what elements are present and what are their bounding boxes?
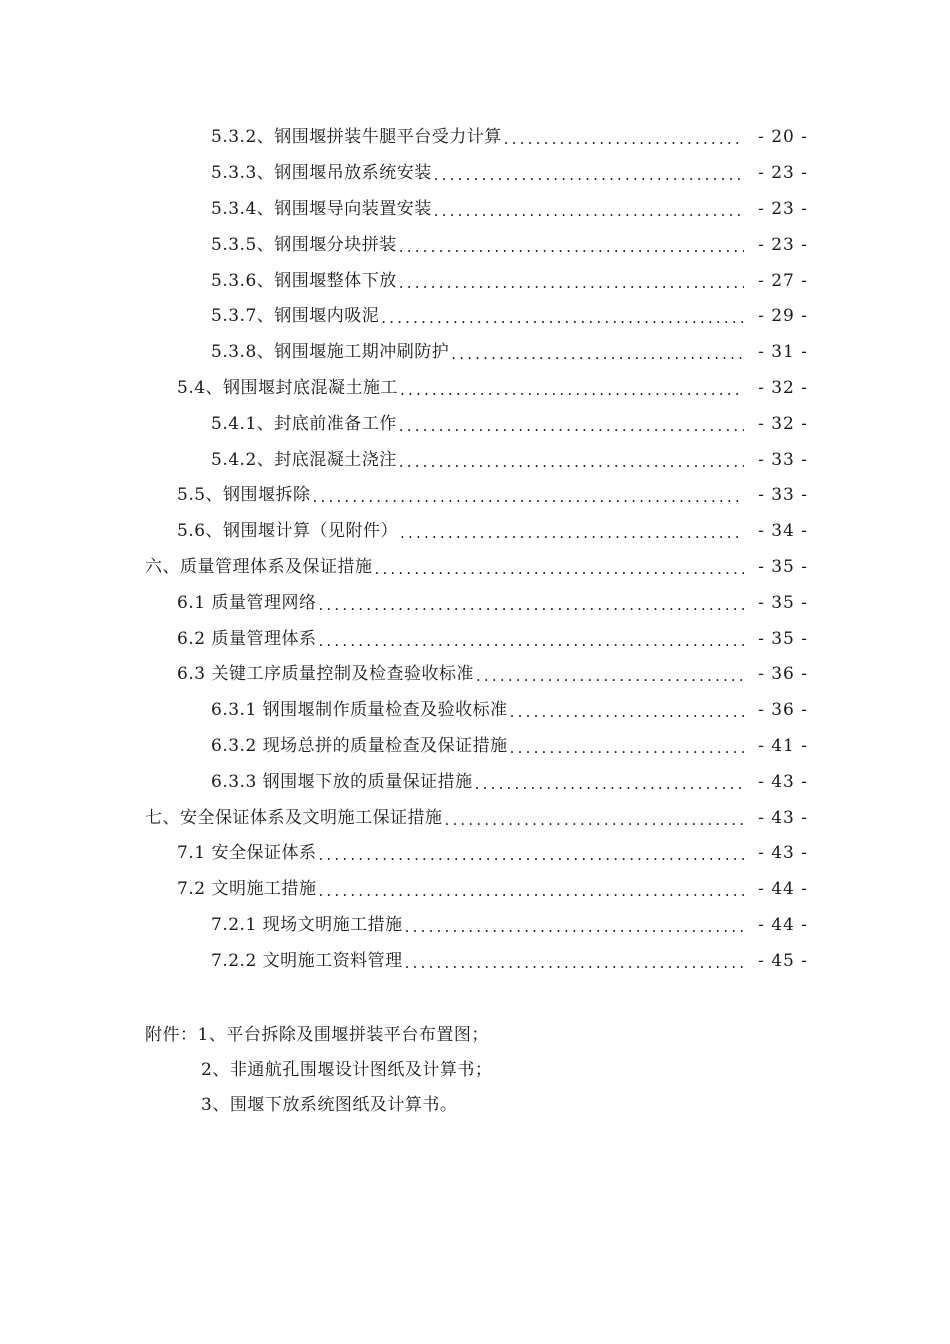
toc-entry-title: 5.3.5、钢围堰分块拼装 [211,234,397,255]
dot-leader [318,634,744,649]
toc-entry[interactable] [0,263,950,299]
toc-entry-title: 5.6、钢围堰计算（见附件） [177,521,399,542]
dot-leader [476,669,744,684]
dot-leader [405,920,744,935]
toc-entry-title: 5.4、钢围堰封底混凝土施工 [177,377,399,398]
toc-entry[interactable] [0,872,950,908]
dot-leader [475,777,744,792]
dot-leader [375,562,745,577]
toc-entry-title: 6.3 关键工序质量控制及检查验收标准 [177,664,474,685]
dot-leader [434,168,744,183]
toc-entry[interactable] [0,120,950,156]
dot-leader [400,383,744,398]
toc-entry-page: - 27 - [758,270,808,291]
toc-entry[interactable] [0,406,950,442]
toc-entry-title: 6.2 质量管理体系 [177,628,317,649]
toc-entry[interactable] [0,657,950,693]
toc-entry-page: - 43 - [758,771,808,792]
dot-leader [313,490,744,505]
dot-leader [510,705,744,720]
toc-entry-title: 5.4.1、封底前准备工作 [211,413,397,434]
toc-entry-page: - 35 - [758,592,808,613]
table-of-contents [0,120,950,979]
toc-entry-page: - 33 - [758,485,808,506]
toc-entry-page: - 44 - [758,914,808,935]
toc-entry[interactable] [0,550,950,586]
toc-entry[interactable] [0,800,950,836]
dot-leader [318,848,744,863]
dot-leader [318,598,744,613]
attachment-item: 3、围堰下放系统图纸及计算书。 [201,1095,458,1115]
toc-entry-title: 7.1 安全保证体系 [177,843,317,864]
dot-leader [445,813,745,828]
toc-entry-page: - 45 - [758,950,808,971]
toc-entry[interactable] [0,514,950,550]
dot-leader [405,956,744,971]
toc-entry-page: - 23 - [758,163,808,184]
toc-entry-page: - 23 - [758,234,808,255]
attachment-item: 2、非通航孔围堰设计图纸及计算书； [201,1060,493,1080]
dot-leader [399,419,744,434]
toc-entry-title: 5.3.7、钢围堰内吸泥 [211,306,380,327]
toc-entry[interactable] [0,299,950,335]
dot-leader [399,276,744,291]
toc-entry-title: 5.3.2、钢围堰拼装牛腿平台受力计算 [211,127,502,148]
toc-entry[interactable] [0,943,950,979]
toc-entry[interactable] [0,442,950,478]
toc-entry[interactable] [0,908,950,944]
toc-entry-title: 6.3.3 钢围堰下放的质量保证措施 [211,771,473,792]
toc-entry-page: - 32 - [758,413,808,434]
toc-entry-page: - 36 - [758,664,808,685]
toc-entry-title: 6.1 质量管理网络 [177,592,317,613]
toc-entry-page: - 43 - [758,843,808,864]
toc-entry-page: - 35 - [758,556,808,577]
dot-leader [318,884,744,899]
dot-leader [510,741,744,756]
toc-entry-title: 5.4.2、封底混凝土浇注 [211,449,397,470]
toc-entry-page: - 33 - [758,449,808,470]
toc-entry[interactable] [0,764,950,800]
dot-leader [381,311,744,326]
dot-leader [399,240,744,255]
toc-entry-page: - 34 - [758,521,808,542]
toc-entry-title: 7.2 文明施工措施 [177,879,317,900]
toc-entry[interactable] [0,621,950,657]
toc-entry-page: - 23 - [758,198,808,219]
toc-entry[interactable] [0,192,950,228]
toc-entry-title: 7.2.2 文明施工资料管理 [211,950,403,971]
toc-entry-title: 5.3.3、钢围堰吊放系统安装 [211,163,432,184]
toc-entry-page: - 35 - [758,628,808,649]
toc-entry-page: - 44 - [758,879,808,900]
toc-entry-page: - 31 - [758,342,808,363]
toc-entry-title: 5.3.4、钢围堰导向装置安装 [211,198,432,219]
toc-entry[interactable] [0,478,950,514]
toc-entry-page: - 43 - [758,807,808,828]
toc-entry-title: 5.3.8、钢围堰施工期冲刷防护 [211,342,450,363]
toc-entry-page: - 32 - [758,377,808,398]
attachment-item: 附件：1、平台拆除及围堰拼装平台布置图； [145,1025,489,1045]
toc-entry[interactable] [0,836,950,872]
toc-entry-title: 6.3.2 现场总拼的质量检查及保证措施 [211,735,508,756]
toc-entry-page: - 20 - [758,127,808,148]
toc-entry-title: 5.5、钢围堰拆除 [177,485,311,506]
toc-entry[interactable] [0,156,950,192]
toc-entry-title: 六、质量管理体系及保证措施 [145,556,373,577]
toc-entry[interactable] [0,693,950,729]
dot-leader [434,204,744,219]
dot-leader [451,347,744,362]
toc-entry[interactable] [0,585,950,621]
dot-leader [399,455,744,470]
attachments-list [0,1015,950,1120]
toc-entry-page: - 36 - [758,700,808,721]
toc-entry-title: 七、安全保证体系及文明施工保证措施 [145,807,443,828]
toc-entry-title: 6.3.1 钢围堰制作质量检查及验收标准 [211,700,508,721]
toc-entry-page: - 41 - [758,735,808,756]
toc-entry-page: - 29 - [758,306,808,327]
toc-entry-title: 7.2.1 现场文明施工措施 [211,914,403,935]
dot-leader [504,132,744,147]
toc-entry-title: 5.3.6、钢围堰整体下放 [211,270,397,291]
toc-entry[interactable] [0,227,950,263]
toc-entry[interactable] [0,335,950,371]
toc-entry[interactable] [0,371,950,407]
toc-entry[interactable] [0,729,950,765]
dot-leader [400,526,744,541]
